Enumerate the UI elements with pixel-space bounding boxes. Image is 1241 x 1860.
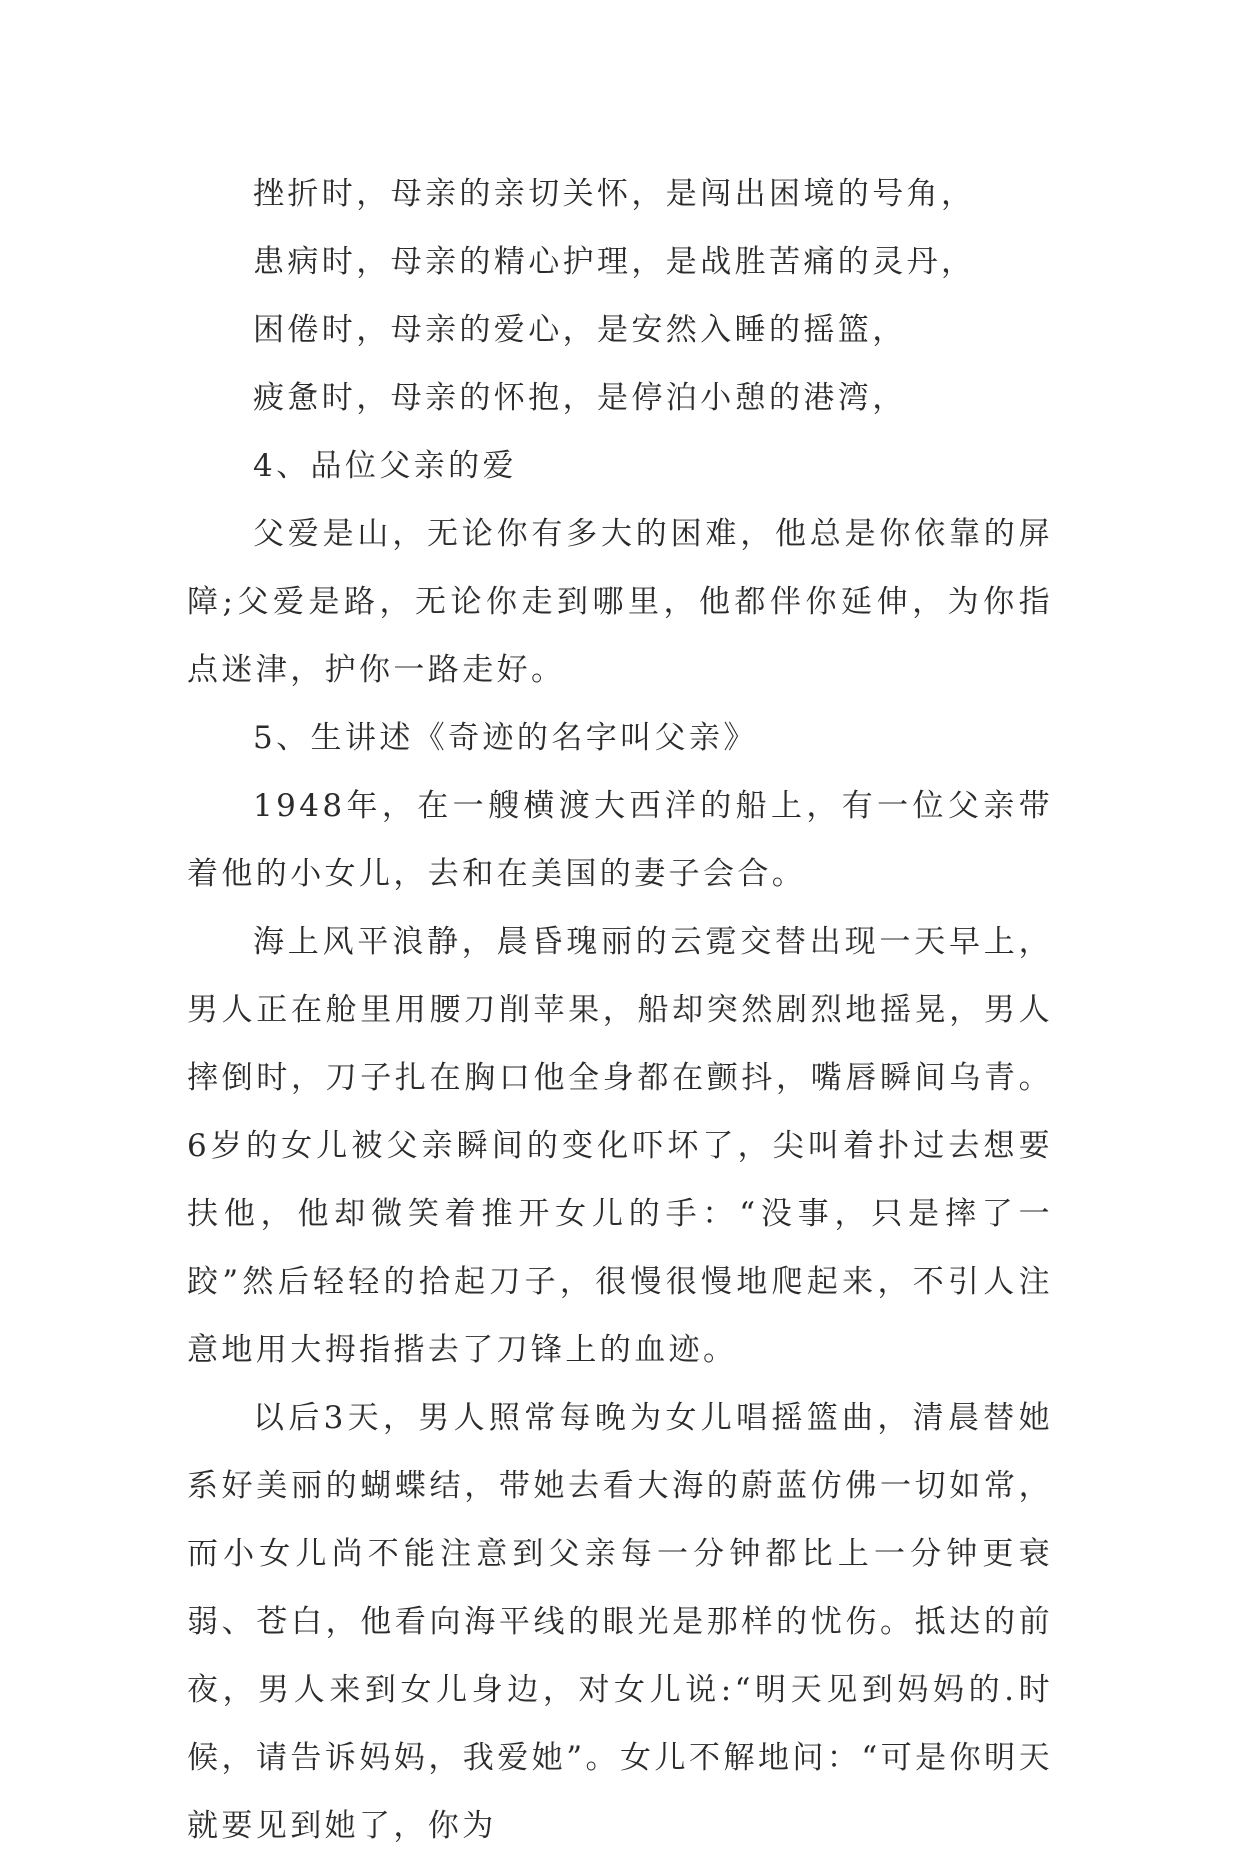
paragraph-mother-tired: 困倦时，母亲的爱心，是安然入睡的摇篮， (253, 312, 907, 348)
section-heading-story: 5、生讲述《奇迹的名字叫父亲》 (253, 720, 758, 756)
paragraph-story-three-days: 以后3天，男人照常每晚为女儿唱摇篮曲，清晨替她系好美丽的蝴蝶结，带她去看大海的蔚蓝仿佛一切如常，而小女儿尚不能注意到父亲每一分钟都比上一分钟更衰弱、苍白，他看向海平线的眼光是那样的忧伤。抵达的前夜，男人来到女儿身边，对女儿说:“明天见到妈妈的.时候，请告诉妈妈，我爱她”。女儿不解地问：“可是你明天就要见到她了，你为 (187, 1400, 1053, 1844)
section-heading-father-love: 4、品位父亲的爱 (253, 448, 517, 484)
paragraph-mother-illness: 患病时，母亲的精心护理，是战胜苦痛的灵丹， (253, 244, 976, 280)
paragraph-story-ship: 1948年，在一艘横渡大西洋的船上，有一位父亲带着他的小女儿，去和在美国的妻子会合。 (187, 788, 1053, 892)
paragraph-mother-exhausted: 疲惫时，母亲的怀抱，是停泊小憩的港湾， (253, 380, 907, 416)
document-body (187, 160, 1053, 1860)
paragraph-father-mountain: 父爱是山，无论你有多大的困难，他总是你依靠的屏障;父爱是路，无论你走到哪里，他都伴你延伸，为你指点迷津，护你一路走好。 (187, 516, 1053, 688)
paragraph-story-knife: 海上风平浪静，晨昏瑰丽的云霓交替出现一天早上，男人正在舱里用腰刀削苹果，船却突然剧烈地摇晃，男人摔倒时，刀子扎在胸口他全身都在颤抖，嘴唇瞬间乌青。6岁的女儿被父亲瞬间的变化吓坏了，尖叫着扑过去想要扶他，他却微笑着推开女儿的手：“没事，只是摔了一跤”然后轻轻的拾起刀子，很慢很慢地爬起来，不引人注意地用大拇指揩去了刀锋上的血迹。 (187, 924, 1053, 1368)
paragraph-mother-setback: 挫折时，母亲的亲切关怀，是闯出困境的号角， (253, 176, 976, 212)
